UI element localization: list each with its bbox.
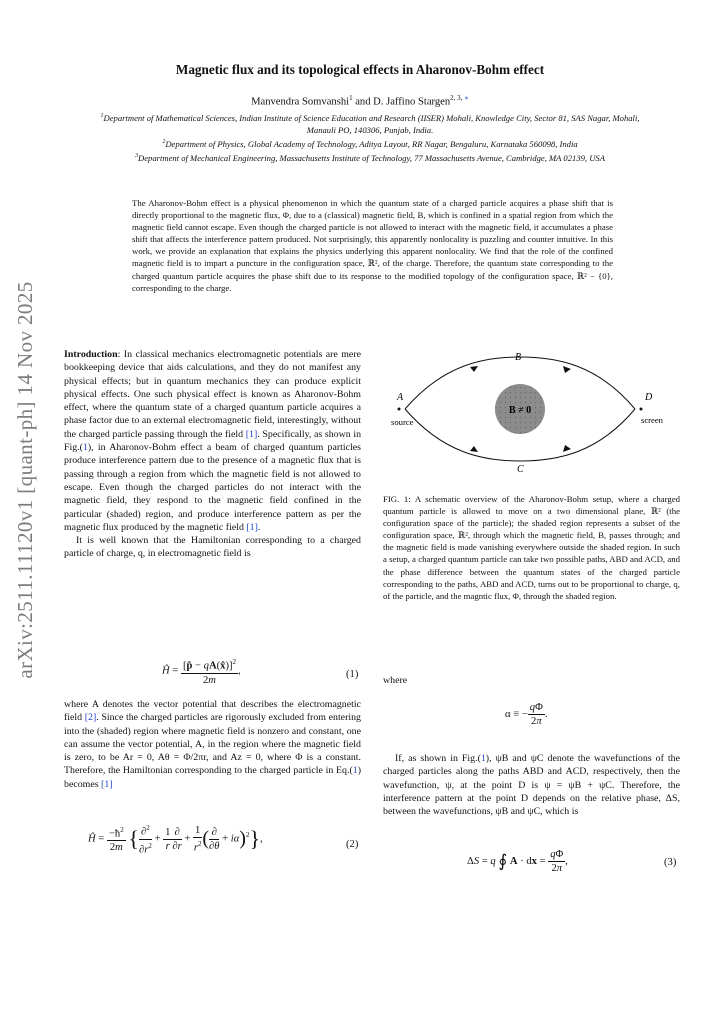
citation-link[interactable]: [1] <box>246 521 258 533</box>
alpha-definition: α ≡ − $\frac{q\Phi}{2\pi}$ . <box>505 702 548 727</box>
label-b: B <box>515 352 522 363</box>
region-label: B ≠ 0 <box>508 405 532 416</box>
author-sup: 1 <box>349 94 353 102</box>
arrow-icon <box>470 366 478 372</box>
section-heading: Introduction <box>64 349 118 360</box>
arrow-icon <box>470 446 478 452</box>
affiliation: $^2$Department of Physics, Global Academy of Technology, Aditya Layout, RR Nagar, Bengaluru, Karnataka 560098, India <box>162 139 578 150</box>
equation-3: ΔS = q ∮ A · dx = $\frac{q\Phi}{2\pi}$ , <box>467 849 568 874</box>
arrow-icon <box>563 366 571 373</box>
label-a: A <box>397 392 404 403</box>
aharonov-bohm-figure <box>383 345 683 480</box>
citation-link[interactable]: [1] <box>101 778 113 790</box>
figure-link[interactable]: 1 <box>480 753 486 764</box>
author-name: D. Jaffino Stargen <box>373 96 451 108</box>
paper-title: Magnetic flux and its topological effects in Aharonov-Bohm effect <box>175 62 545 77</box>
affiliation: $^3$Department of Mechanical Engineering, Massachusetts Institute of Technology, 77 Massachusetts Avenue, Cambridge, MA 02139, USA <box>135 153 605 164</box>
intro-paragraph: where A denotes the vector potential that describes the electromagnetic field [2]. Since the charged particles are rigorously excluded from entering into the (shaded) region where magnetic field is nonzero and constant, one can assume the vector potential, A, in the region where the magnetic field is zero, to be Ar = 0, Aθ = Φ/2πr, and Az = 0, where Φ is a constant. Therefore, the Hamiltonian corresponding to the charged particle in Eq.(1) becomes [1] <box>64 699 361 790</box>
equation-1: Ĥ = $\frac{[p̂ - qA(x̂)]^2}{2m}$ , <box>162 658 241 686</box>
intro-continuation <box>64 698 361 791</box>
abstract: The Aharonov-Bohm effect is a physical phenomenon in which the quantum state of a charged particle acquires a phase shift that is directly proportional to the magnetic flux, Φ, due to a (classical) magnetic field, B, which is confined in a spatial region from which the magnetic field cannot escape. Even though the charged particle is not allowed to interact with the magnetic field, it accumulates a phase shift that affects the interference pattern produced. Not surprisingly, this apparently nonlocality is puzzling and counter intuitive. In this work, we provide an explanation that explains the physics underlying this apparent nonlocality. We find that the role of the confined magnetic field is to impart a puncture in the configuration space, ℝ², of the charge. Therefore, the quantum state corresponding to the charged quantum particle acquires the phase shift due to its response to the modified topology of the configuration space, ℝ² − {0}, corresponding to the charge. <box>132 198 613 293</box>
intro-paragraph: It is well known that the Hamiltonian corresponding to a charged particle of charge, q, in electromagnetic field is <box>64 535 361 560</box>
screen-point <box>640 408 643 411</box>
equation-2: Ĥ = $\frac{-ħ^2}{2m}$ { $\frac{\partial^2}{\partial r^2}$ + $\frac{1}{r}$ $\frac{\partial}{\partial r}$ + $\frac{1}{r^2}$ ( $\frac{\partial}{\partial\theta}$ + iα)$^2$}, <box>88 824 263 856</box>
equation-link[interactable]: 1 <box>352 765 358 777</box>
label-c: C <box>517 464 524 475</box>
citation-link[interactable]: [1] <box>245 428 258 440</box>
corresponding-mark[interactable]: ∗ <box>464 94 469 102</box>
equation-number: (3) <box>664 857 677 868</box>
equation-number: (1) <box>346 669 359 680</box>
affiliations <box>90 110 650 164</box>
source-point <box>398 408 401 411</box>
figure-caption: FIG. 1: A schematic overview of the Aharonov-Bohm setup, where a charged quantum particle is allowed to move on a two dimensional plane, ℝ² (the configuration space of the particle); the shaded region represents a subset of the configuration space, ℝ², through which the magnetic field, B, passes through; and the magnetic field is made vanishing everywhere outside the shaded region. In such a setup, a charged quantum particle can take two possible paths, ABD and ACD, and the phase difference between the quantum states of the charged particle corresponding to the paths, ABD and ACD, turns out to be proportional to charge, q, of the particle, and the magntic flux, Φ, through the shaded region. <box>383 494 680 601</box>
affiliation: $^1$Department of Mathematical Sciences, Indian Institute of Science Education and Research (IISER) Mohali, Knowledge City, Sector 81, SAS Nagar, Mohali, Manauli PO, 140306, Punjab, India. <box>100 112 640 136</box>
source-label: source <box>391 417 414 427</box>
author-name: Manvendra Somvanshi <box>251 96 350 108</box>
where-label: where <box>383 675 408 686</box>
intro-paragraphs <box>64 348 361 561</box>
arxiv-identifier: arXiv:2511.11120v1 [quant-ph] 14 Nov 2025 <box>13 281 37 679</box>
citation-link[interactable]: [2] <box>84 712 97 724</box>
equation-number: (2) <box>346 839 359 850</box>
interference-paragraph: If, as shown in Fig.(1), ψB and ψC denote the wavefunctions of the charged particles along the paths ABD and ACD, respectively, then the wavefunction, ψ, at the point D is ψ = ψB + ψC. Therefore, the interference pattern at the point D depends on the relative phase, ΔS, between the wavefunctions, ψB and ψC, which is <box>383 753 680 818</box>
figure-link[interactable]: 1 <box>82 442 88 454</box>
intro-paragraph: Introduction: In classical mechanics electromagnetic potentials are mere bookkeeping device that aids calculations, and they do not manifest any physical effects; but in quantum mechanics they can produce explicit physical effects. One such physical effect is known as Aharonov-Bohm effect, where the quantum state of a charged quantum particle acquires a phase factor due to an external electromagnetic field, interestingly, without the charged particle passing through the field [1]. Specifically, as shown in Fig.(1), in Aharonov-Bohm effect a beam of charged quantum particles produce interference pattern due to the presence of a magnetic flux that is passing through a region from which the magnetic field is not allowed to escape. Even though the charged particles do not interact with the magnetic field, they respond to the magnetic field confined in the particular (shaded) region, and produce interference pattern as per the magnetic flux produced by the magnetic field [1]. <box>64 349 362 533</box>
author-and: and <box>352 96 374 108</box>
author-sup: 2, 3, ∗ <box>450 94 469 102</box>
label-d: D <box>645 392 653 403</box>
screen-label: screen <box>641 415 663 425</box>
author-line <box>0 94 720 108</box>
arrow-icon <box>563 445 571 452</box>
